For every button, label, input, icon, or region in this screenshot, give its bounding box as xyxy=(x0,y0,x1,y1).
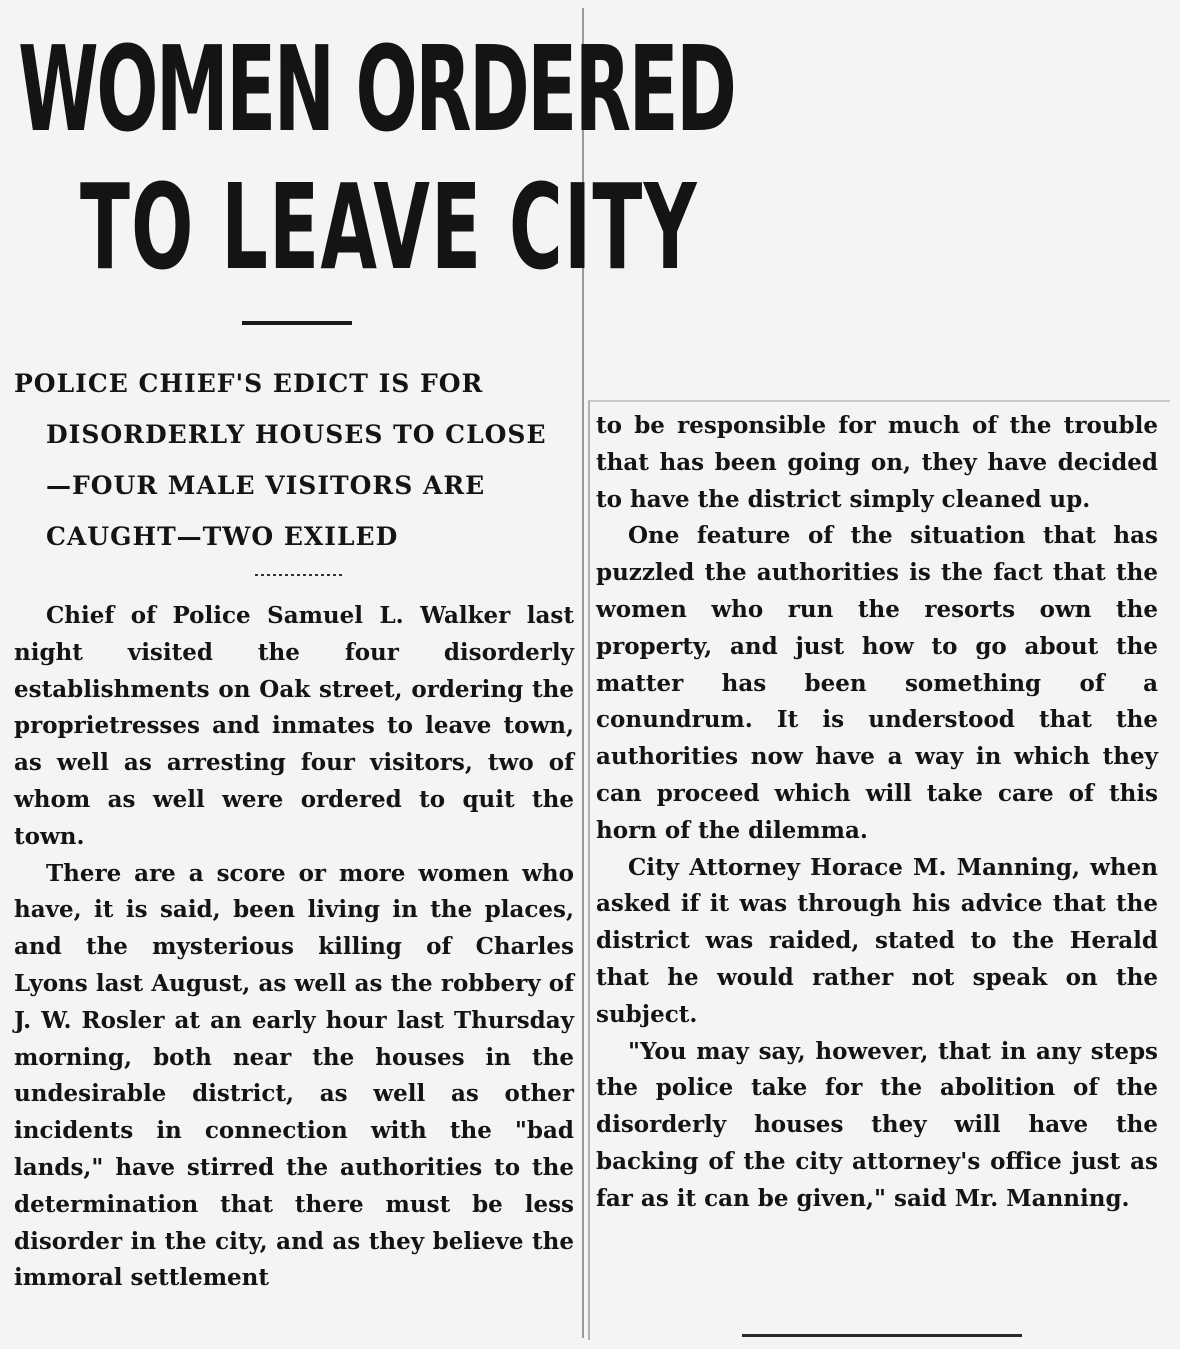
article-paragraph-2-continued: to be responsible for much of the trouble that has been going on, they have decided to have the district simply cleaned up. xyxy=(596,412,1158,513)
subheadline-line-1: POLICE CHIEF'S EDICT IS FOR xyxy=(14,369,484,398)
article-paragraph-3: One feature of the situation that has puzzled the authorities is the fact that the women who run the resorts own the property, and just how to go about the matter has been something of a conundrum. It is understood that the authorities now have a way in which they can proceed which will take care of this horn of the dilemma. xyxy=(596,522,1158,844)
subheadline-line-2: DISORDERLY HOUSES TO CLOSE xyxy=(46,420,547,449)
article-paragraph-5: "You may say, however, that in any steps the police take for the abolition of the disorderly houses they will have the backing of the city attorney's office just as far as it can be given," said Mr. Manning. xyxy=(596,1037,1158,1212)
article-body-left xyxy=(14,598,574,1297)
headline-divider xyxy=(242,321,352,325)
article-body-right xyxy=(596,408,1158,1218)
headline-line-2: TO LEAVE CITY xyxy=(80,158,698,296)
headline-line-1: WOMEN ORDERED xyxy=(18,20,735,158)
subheadline-divider xyxy=(255,574,345,576)
subheadline-line-3: —FOUR MALE VISITORS ARE xyxy=(46,471,486,500)
right-column xyxy=(588,400,1170,1340)
article-paragraph-2: There are a score or more women who have, it is said, been living in the places, and the mysterious killing of Charles Lyons last August, as well as the robbery of J. W. Rosler at an early hour last Thursday morning, both near the houses in the undesirable district, as well as other incidents in connection with the "bad lands," have stirred the authorities to the determination that there must be less disorder in the city, and as they believe the immoral settlement xyxy=(14,859,574,1292)
subheadline-line-4: CAUGHT—TWO EXILED xyxy=(46,522,399,551)
article-paragraph-4: City Attorney Horace M. Manning, when asked if it was through his advice that the district was raided, stated to the Herald that he would rather not speak on the subject. xyxy=(596,853,1158,1028)
left-column xyxy=(10,8,735,1338)
article-end-rule xyxy=(742,1334,1022,1337)
subheadline xyxy=(14,358,580,562)
article-paragraph-1: Chief of Police Samuel L. Walker last night visited the four disorderly establishments on Oak street, ordering the proprietresses and inmates to leave town, as well as arresting four visitors, two of whom as well were ordered to quit the town. xyxy=(14,602,574,850)
